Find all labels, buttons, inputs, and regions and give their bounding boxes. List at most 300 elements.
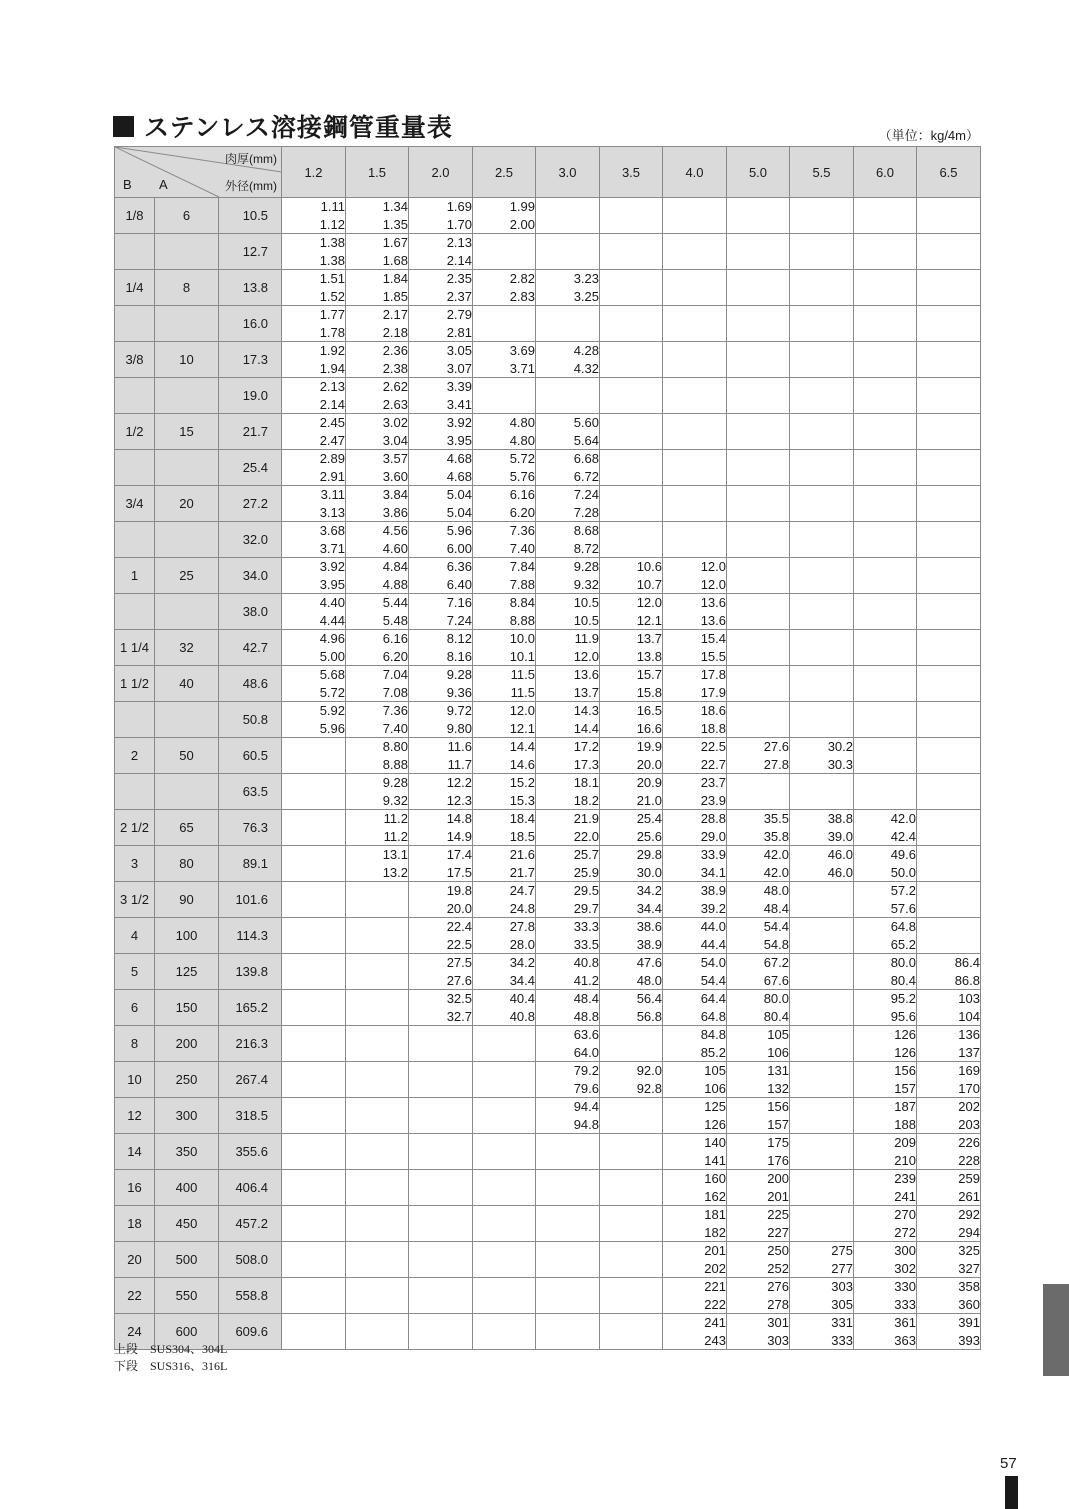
size-b-cell: 1/2 [115,414,155,450]
table-row [115,702,981,738]
weight-sus316: 2.91 [319,468,345,484]
weight-cell [536,270,600,306]
weight-cell [790,1242,854,1278]
table-row [115,522,981,558]
table-row [115,486,981,522]
weight-cell [409,774,473,810]
weight-sus304: 29.5 [573,883,599,898]
weight-cell [727,306,790,342]
weight-sus304: 9.28 [382,775,408,790]
weight-cell [727,234,790,270]
weight-sus316: 86.8 [954,972,980,988]
weight-cell [790,450,854,486]
weight-sus304: 136 [958,1027,980,1042]
size-a-cell: 100 [155,918,219,954]
size-a-cell: 40 [155,666,219,702]
weight-sus304: 5.92 [319,703,345,718]
weight-cell [409,882,473,918]
outer-diameter-cell: 165.2 [219,990,282,1026]
weight-sus304: 5.68 [319,667,345,682]
weight-cell [917,1242,981,1278]
weight-cell [727,1278,790,1314]
weight-sus316: 64.8 [700,1008,726,1024]
weight-sus304: 4.68 [446,451,472,466]
size-a-cell: 6 [155,198,219,234]
weight-sus316: 10.7 [636,576,662,592]
weight-cell [854,810,917,846]
weight-cell [409,450,473,486]
table-row [115,1026,981,1062]
weight-sus304: 16.5 [636,703,662,718]
weight-sus316: 42.0 [763,864,789,880]
size-b-cell: 24 [115,1314,155,1350]
weight-sus304: 9.28 [573,559,599,574]
weight-sus304: 331 [831,1315,853,1330]
weight-sus316: 137 [958,1044,980,1060]
weight-sus304: 1.77 [319,307,345,322]
weight-sus304: 3.05 [446,343,472,358]
weight-cell [346,918,409,954]
size-b-cell [115,522,155,558]
weight-cell [727,774,790,810]
weight-cell [663,882,727,918]
weight-cell [663,234,727,270]
weight-cell [409,1206,473,1242]
weight-sus304: 32.5 [446,991,472,1006]
weight-cell [600,1206,663,1242]
weight-sus304: 56.4 [636,991,662,1006]
weight-sus316: 7.24 [446,612,472,628]
weight-cell [854,954,917,990]
size-a-cell: 90 [155,882,219,918]
weight-sus304: 11.9 [574,631,599,646]
weight-sus316: 1.85 [382,288,408,304]
weight-cell [473,774,536,810]
weight-cell [790,342,854,378]
size-b-cell: 1 1/4 [115,630,155,666]
weight-sus304: 9.72 [446,703,472,718]
weight-sus304: 63.6 [573,1027,599,1042]
weight-cell [854,306,917,342]
weight-sus316: 4.80 [509,432,535,448]
weight-sus316: 227 [767,1224,789,1240]
weight-sus304: 6.68 [573,451,599,466]
weight-sus316: 3.86 [382,504,408,520]
weight-cell [473,342,536,378]
weight-cell [600,234,663,270]
weight-cell [282,450,346,486]
weight-sus304: 10.6 [636,559,662,574]
weight-cell [346,1062,409,1098]
weight-sus304: 46.0 [827,847,853,862]
weight-sus304: 1.51 [319,271,345,286]
weight-sus316: 39.0 [827,828,853,844]
weight-sus304: 8.80 [382,739,408,754]
size-b-cell: 6 [115,990,155,1026]
weight-cell [600,1098,663,1134]
weight-cell [600,522,663,558]
weight-cell [473,1170,536,1206]
weight-cell [663,522,727,558]
weight-sus316: 5.76 [509,468,535,484]
weight-sus316: 243 [704,1332,726,1348]
weight-sus304: 19.9 [636,739,662,754]
weight-sus304: 54.0 [700,955,726,970]
weight-sus304: 20.9 [636,775,662,790]
weight-sus316: 11.5 [510,684,535,700]
weight-sus316: 2.63 [382,396,408,412]
outer-diameter-cell: 48.6 [219,666,282,702]
size-b-cell: 3 [115,846,155,882]
weight-cell [663,594,727,630]
weight-sus304: 300 [894,1243,916,1258]
weight-cell [790,1062,854,1098]
weight-cell [600,954,663,990]
weight-sus316: 4.68 [446,468,472,484]
weight-sus304: 33.3 [573,919,599,934]
weight-cell [536,342,600,378]
weight-sus316: 34.1 [700,864,726,880]
weight-sus316: 11.2 [383,828,408,844]
thickness-header: 6.5 [917,147,981,198]
weight-sus316: 132 [767,1080,789,1096]
weight-sus316: 54.8 [763,936,789,952]
table-row [115,918,981,954]
weight-sus304: 94.4 [573,1099,599,1114]
weight-cell [536,1278,600,1314]
weight-cell [600,1134,663,1170]
weight-sus304: 42.0 [763,847,789,862]
weight-sus304: 8.84 [509,595,535,610]
weight-sus316: 2.81 [446,324,472,340]
weight-sus316: 94.8 [573,1116,599,1132]
size-a-cell: 65 [155,810,219,846]
weight-sus304: 14.8 [446,811,472,826]
weight-cell [600,1026,663,1062]
weight-sus304: 15.7 [636,667,662,682]
weight-sus304: 1.34 [382,199,408,214]
outer-diameter-cell: 13.8 [219,270,282,306]
weight-sus304: 11.6 [447,739,472,754]
weight-sus304: 14.3 [573,703,599,718]
weight-cell [346,882,409,918]
size-b-cell [115,234,155,270]
weight-sus316: 1.38 [319,252,345,268]
weight-cell [346,1026,409,1062]
size-a-cell: 20 [155,486,219,522]
weight-sus316: 22.5 [446,936,472,952]
weight-sus316: 21.7 [509,864,535,880]
weight-sus316: 40.8 [509,1008,535,1024]
weight-cell [790,270,854,306]
weight-sus316: 6.20 [382,648,408,664]
weight-cell [346,1134,409,1170]
weight-cell [473,630,536,666]
weight-sus304: 4.56 [382,523,408,538]
weight-sus316: 393 [958,1332,980,1348]
weight-sus304: 10.5 [573,595,599,610]
size-b-cell: 14 [115,1134,155,1170]
outer-diameter-cell: 21.7 [219,414,282,450]
weight-sus304: 15.4 [700,631,726,646]
weight-sus316: 1.35 [382,216,408,232]
weight-sus304: 156 [894,1063,916,1078]
weight-sus304: 40.4 [509,991,535,1006]
weight-cell [282,774,346,810]
weight-cell [536,774,600,810]
weight-cell [409,486,473,522]
weight-cell [790,810,854,846]
weight-sus316: 1.12 [319,216,345,232]
size-b-cell: 1 1/2 [115,666,155,702]
weight-sus316: 85.2 [700,1044,726,1060]
weight-cell [473,1062,536,1098]
outer-diameter-cell: 19.0 [219,378,282,414]
weight-cell [917,846,981,882]
weight-sus304: 1.84 [382,271,408,286]
weight-cell [409,954,473,990]
weight-cell [727,342,790,378]
weight-cell [727,918,790,954]
weight-sus304: 80.0 [890,955,916,970]
weight-cell [600,1314,663,1350]
weight-cell [600,270,663,306]
thickness-header: 2.5 [473,147,536,198]
weight-sus304: 18.1 [573,775,599,790]
weight-sus316: 18.8 [700,720,726,736]
size-b-cell: 4 [115,918,155,954]
weight-cell [473,738,536,774]
weight-cell [790,1098,854,1134]
table-row [115,270,981,306]
table-row [115,954,981,990]
table-row [115,810,981,846]
weight-cell [346,954,409,990]
weight-cell [854,1062,917,1098]
weight-cell [600,594,663,630]
weight-cell [536,666,600,702]
weight-sus316: 203 [958,1116,980,1132]
weight-sus316: 64.0 [573,1044,599,1060]
weight-sus304: 19.8 [446,883,472,898]
weight-sus316: 7.40 [382,720,408,736]
weight-sus316: 241 [894,1188,916,1204]
weight-sus304: 2.89 [319,451,345,466]
weight-cell [600,198,663,234]
weight-cell [473,486,536,522]
weight-cell [282,738,346,774]
weight-cell [663,702,727,738]
weight-cell [854,1170,917,1206]
weight-cell [917,198,981,234]
weight-sus316: 11.7 [447,756,472,772]
size-a-cell: 25 [155,558,219,594]
weight-sus304: 1.11 [320,199,345,214]
weight-sus304: 3.39 [446,379,472,394]
weight-cell [727,486,790,522]
weight-cell [600,1170,663,1206]
weight-cell [282,810,346,846]
weight-cell [727,1062,790,1098]
weight-cell [536,198,600,234]
table-row [115,1242,981,1278]
weight-sus304: 84.8 [700,1027,726,1042]
weight-cell [282,522,346,558]
size-a-cell: 500 [155,1242,219,1278]
outer-diameter-cell: 406.4 [219,1170,282,1206]
weight-cell [854,198,917,234]
weight-sus316: 30.3 [827,756,853,772]
weight-cell [663,774,727,810]
weight-cell [282,1098,346,1134]
outer-diameter-cell: 27.2 [219,486,282,522]
weight-sus316: 39.2 [700,900,726,916]
size-a-cell: 125 [155,954,219,990]
weight-sus316: 4.60 [382,540,408,556]
weight-sus316: 48.4 [763,900,789,916]
weight-cell [473,414,536,450]
weight-sus304: 80.0 [763,991,789,1006]
weight-sus316: 9.80 [446,720,472,736]
weight-sus304: 5.60 [573,415,599,430]
weight-sus304: 38.9 [700,883,726,898]
weight-sus316: 3.41 [446,396,472,412]
weight-sus316: 80.4 [763,1008,789,1024]
outer-diameter-cell: 267.4 [219,1062,282,1098]
weight-cell [409,1098,473,1134]
weight-sus304: 225 [767,1207,789,1222]
weight-cell [409,594,473,630]
thickness-header: 6.0 [854,147,917,198]
weight-cell [409,990,473,1026]
weight-sus304: 40.8 [573,955,599,970]
outer-diameter-cell: 609.6 [219,1314,282,1350]
weight-sus316: 34.4 [636,900,662,916]
weight-cell [346,306,409,342]
weight-sus316: 222 [704,1296,726,1312]
title-block [113,108,453,144]
weight-sus316: 9.32 [382,792,408,808]
weight-sus304: 209 [894,1135,916,1150]
weight-sus316: 1.94 [319,360,345,376]
weight-sus304: 358 [958,1279,980,1294]
table-row [115,342,981,378]
weight-cell [854,990,917,1026]
weight-cell [600,774,663,810]
weight-sus304: 2.35 [446,271,472,286]
weight-sus316: 126 [704,1116,726,1132]
weight-sus304: 95.2 [890,991,916,1006]
weight-sus316: 162 [704,1188,726,1204]
weight-cell [536,990,600,1026]
size-a-cell: 10 [155,342,219,378]
weight-cell [663,1134,727,1170]
weight-cell [536,882,600,918]
weight-sus316: 42.4 [890,828,916,844]
weight-cell [536,1026,600,1062]
weight-sus316: 12.1 [636,612,662,628]
weight-cell [917,1134,981,1170]
size-b-cell: 3 1/2 [115,882,155,918]
weight-sus304: 27.5 [446,955,472,970]
weight-sus316: 21.0 [636,792,662,808]
weight-cell [790,1026,854,1062]
weight-cell [409,342,473,378]
weight-cell [854,666,917,702]
weight-sus304: 54.4 [763,919,789,934]
weight-sus316: 7.28 [573,504,599,520]
weight-sus304: 13.1 [382,847,408,862]
weight-sus304: 5.96 [446,523,472,538]
weight-sus316: 14.6 [509,756,535,772]
weight-cell [854,558,917,594]
outer-diameter-cell: 457.2 [219,1206,282,1242]
weight-sus316: 333 [831,1332,853,1348]
weight-cell [790,522,854,558]
weight-cell [409,1134,473,1170]
outer-diameter-cell: 76.3 [219,810,282,846]
weight-sus304: 1.99 [509,199,535,214]
weight-sus316: 12.0 [573,648,599,664]
weight-sus304: 5.44 [382,595,408,610]
weight-cell [536,1062,600,1098]
weight-sus316: 12.1 [509,720,535,736]
weight-sus304: 4.80 [509,415,535,430]
size-a-cell: 350 [155,1134,219,1170]
weight-sus316: 29.7 [573,900,599,916]
weight-cell [282,1242,346,1278]
weight-sus316: 17.3 [573,756,599,772]
outer-diameter-cell: 42.7 [219,630,282,666]
weight-sus304: 131 [767,1063,789,1078]
table-row [115,882,981,918]
size-b-cell [115,702,155,738]
weight-cell [536,486,600,522]
weight-sus316: 2.14 [319,396,345,412]
weight-sus304: 42.0 [890,811,916,826]
weight-cell [790,1170,854,1206]
weight-sus316: 3.04 [382,432,408,448]
weight-cell [727,378,790,414]
weight-sus316: 15.8 [636,684,662,700]
weight-sus304: 2.45 [319,415,345,430]
weight-sus316: 48.0 [636,972,662,988]
weight-cell [663,1278,727,1314]
weight-cell [282,342,346,378]
weight-sus316: 5.64 [573,432,599,448]
weight-sus316: 80.4 [890,972,916,988]
outer-diameter-cell: 508.0 [219,1242,282,1278]
weight-cell [663,450,727,486]
weight-cell [282,198,346,234]
weight-cell [346,558,409,594]
weight-cell [917,234,981,270]
weight-sus316: 4.44 [319,612,345,628]
weight-cell [663,306,727,342]
weight-sus316: 41.2 [573,972,599,988]
table-body [115,198,981,1350]
table-row [115,594,981,630]
weight-sus316: 8.88 [509,612,535,628]
weight-cell [346,774,409,810]
weight-sus304: 156 [767,1099,789,1114]
weight-sus316: 14.4 [573,720,599,736]
size-b-cell: 12 [115,1098,155,1134]
thickness-header: 3.5 [600,147,663,198]
weight-sus304: 7.16 [446,595,472,610]
weight-sus304: 48.4 [573,991,599,1006]
outer-diameter-cell: 355.6 [219,1134,282,1170]
